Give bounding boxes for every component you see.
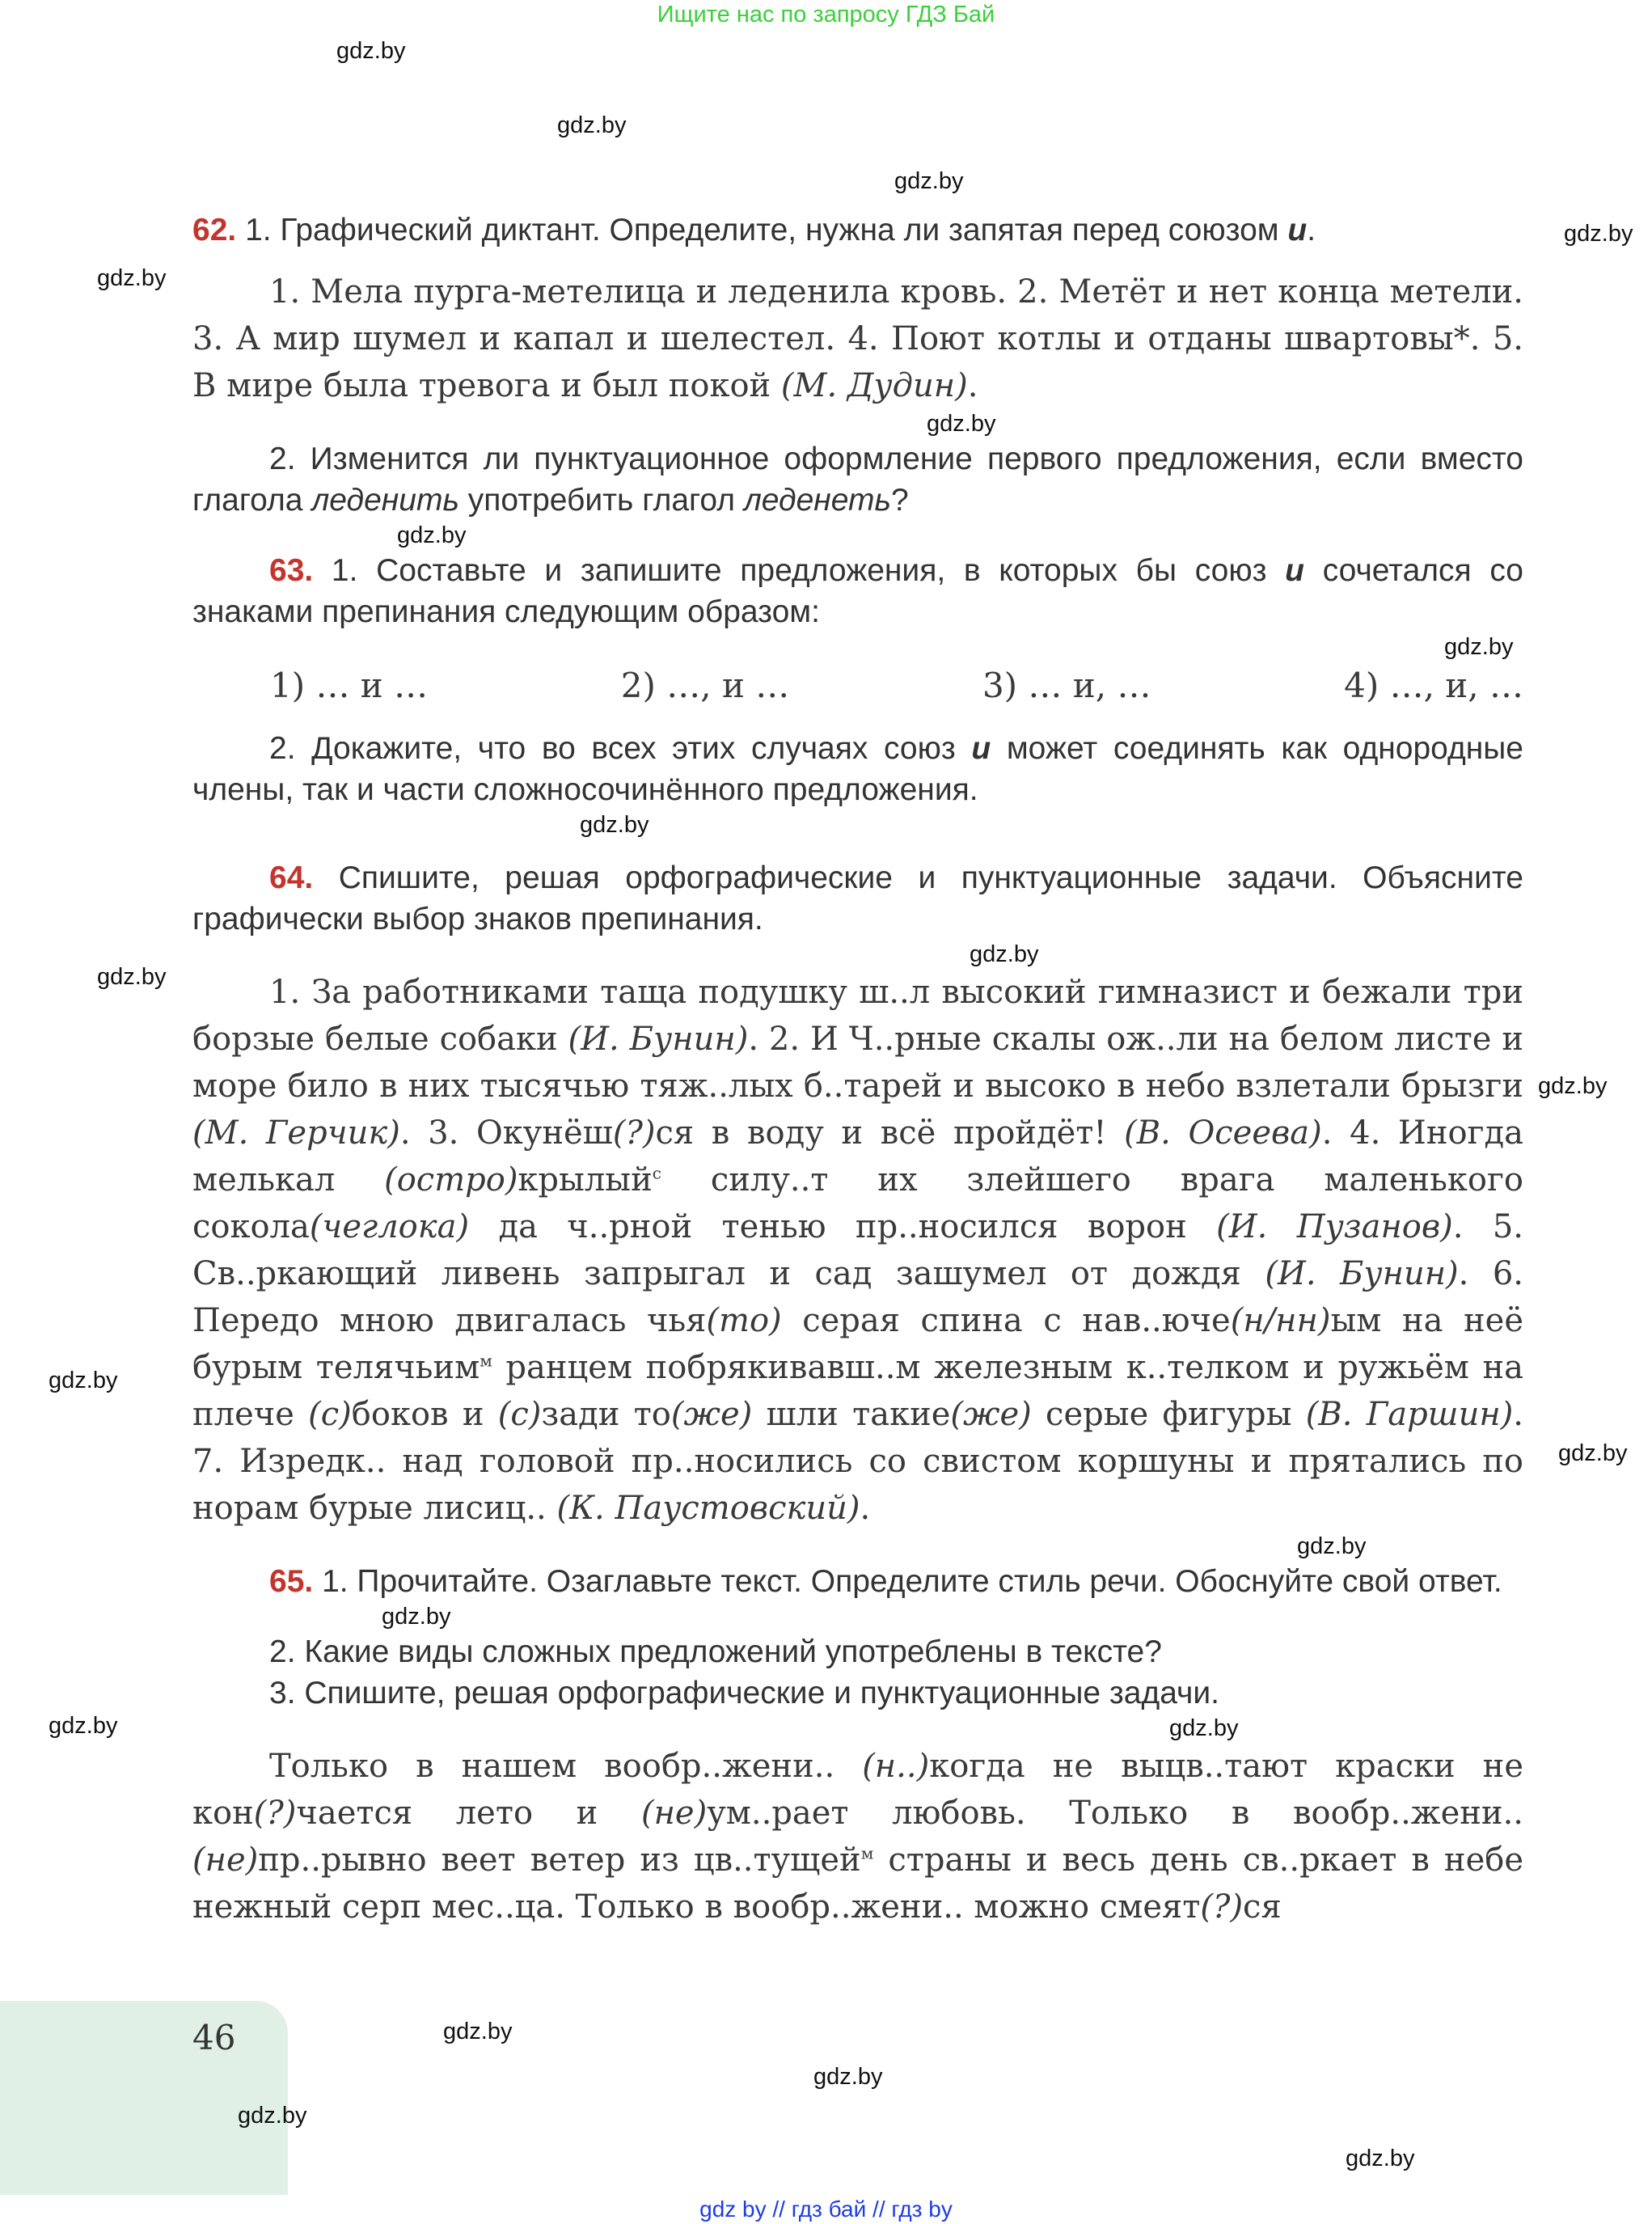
ex63-options <box>270 662 1523 710</box>
text-segment: 1. Мела пурга-метелица и леденила кровь. 2. Метёт и нет конца метели. 3. А мир шумел и капал и шелестел. 4. Поют котлы и отданы швартовы*. 5. В мире была тревога и был покой <box>192 273 1523 404</box>
text-segment: 3. Спишите, решая орфографические и пунктуационные задачи. <box>269 1676 1219 1710</box>
watermark-text: gdz.by <box>927 411 996 437</box>
text-segment: . 3. Окунёш <box>399 1114 613 1152</box>
text-segment: да ч..рной тенью пр..носился ворон <box>469 1208 1217 1245</box>
ex65-task1 <box>192 1561 1523 1602</box>
text-segment: (И. Пузанов) <box>1216 1208 1453 1245</box>
text-segment: и <box>1287 213 1308 247</box>
text-segment: употребить глагол <box>458 483 744 518</box>
watermark-text: gdz.by <box>1297 1533 1367 1559</box>
text-segment: . <box>860 1490 871 1527</box>
text-segment: (чеглока) <box>309 1208 470 1245</box>
watermark-text: gdz.by <box>49 1368 118 1393</box>
watermark-text: gdz.by <box>49 1713 118 1739</box>
option-2: 2) …, и … <box>620 666 790 705</box>
text-segment: страны и весь день св..ркает в небе нежный серп мес..ца. Только в вообр..жени.. можно смеят <box>192 1841 1524 1926</box>
ex65-task2 <box>192 1631 1523 1672</box>
watermark-text: gdz.by <box>97 964 167 990</box>
footer-links: gdz by // гдз бай // гдз by <box>699 2197 953 2222</box>
text-segment: (не) <box>192 1841 259 1879</box>
watermark-text: gdz.by <box>238 2103 307 2129</box>
text-segment: . <box>1307 213 1316 247</box>
watermark-text: gdz.by <box>1444 634 1514 660</box>
text-segment: ум..рает любовь. Только в вообр..жени.. <box>707 1795 1524 1832</box>
watermark-text: gdz.by <box>970 941 1039 967</box>
watermark-row <box>192 810 1523 839</box>
text-segment: . <box>967 367 978 404</box>
text-segment: (?) <box>1200 1888 1244 1926</box>
text-segment: сочетался со знаками препинания следующим образом: <box>192 553 1523 629</box>
watermark-text: gdz.by <box>97 265 167 291</box>
text-segment: . 7. Изредк.. над головой пр..носились со свистом коршуны и прятались по норам бурые лисиц.. <box>192 1396 1524 1527</box>
ex64-task <box>192 857 1523 940</box>
ex63-task1 <box>192 550 1523 632</box>
text-segment: (то) <box>706 1302 782 1339</box>
text-segment: Спишите, решая орфографические и пунктуационные задачи. Объясните графически выбор знаков препинания. <box>192 860 1523 937</box>
text-segment: 1. Прочитайте. Озаглавьте текст. Определите стиль речи. Обоснуйте свой ответ. <box>322 1564 1502 1599</box>
watermark-row <box>192 409 1523 438</box>
search-banner: Ищите нас по запросу ГДЗ Бай <box>657 2 995 27</box>
text-segment: леденеть <box>743 483 892 518</box>
ex65-task3 <box>192 1672 1523 1714</box>
text-segment: (И. Бунин) <box>1265 1255 1459 1292</box>
text-segment: 2. Докажите, что во всех этих случаях союз <box>269 731 972 766</box>
text-segment: (В. Осеева) <box>1124 1114 1322 1152</box>
text-segment: силу..т их злейшего врага маленького сокола <box>192 1161 1523 1245</box>
text-segment: 1. За работниками таща подушку ш..л высокий гимназист и бежали три борзые белые собаки <box>192 974 1523 1058</box>
watermark-row <box>192 940 1523 969</box>
watermark-row <box>192 632 1523 662</box>
text-segment: и <box>1285 553 1304 588</box>
exercise-number: 63. <box>269 553 332 588</box>
watermark-row <box>192 1532 1523 1561</box>
text-segment: с <box>652 1163 661 1183</box>
text-segment: . 2. И Ч..рные скалы ож..ли на белом листе и море било в них тысячью тяж..лых б..тарей и высоко в небо взлетали брызги <box>192 1021 1523 1105</box>
text-segment: 1. Графический диктант. Определите, нужна ли запятая перед союзом <box>245 213 1288 247</box>
watermark-row <box>192 1714 1523 1743</box>
text-segment: ? <box>891 483 909 518</box>
text-segment: . 5. Св..ркающий ливень запрыгал и сад зашумел от дождя <box>192 1208 1523 1292</box>
text-segment: ся <box>1243 1888 1282 1926</box>
text-segment: . 4. Иногда мелькал <box>192 1114 1523 1199</box>
watermark-text: gdz.by <box>1558 1440 1628 1466</box>
option-4: 4) …, и, … <box>1344 666 1523 705</box>
ex65-text <box>192 1743 1523 1930</box>
text-segment: ым на неё бурым телячьим <box>192 1302 1524 1386</box>
text-segment: может соединять как однородные члены, так и части сложносочинённого предложения. <box>192 731 1523 807</box>
text-segment: пр..рывно веет ветер из цв..тущей <box>258 1841 861 1879</box>
watermark-text: gdz.by <box>1564 221 1633 247</box>
text-segment: (н..) <box>862 1748 930 1785</box>
exercise-number: 62. <box>192 213 246 247</box>
text-segment: 1. Составьте и запишите предложения, в которых бы союз <box>331 553 1286 588</box>
ex62-task1 <box>192 209 1523 251</box>
text-segment: (К. Паустовский) <box>556 1490 860 1527</box>
watermark-text: gdz.by <box>1538 1073 1608 1099</box>
text-segment: 2. Какие виды сложных предложений употреблены в тексте? <box>269 1634 1162 1669</box>
text-segment: (?) <box>612 1114 656 1152</box>
text-segment: ранцем побрякивавш..м железным к..телком и ружьём на плече <box>192 1349 1524 1433</box>
text-segment: (же) <box>950 1396 1032 1433</box>
page-content <box>192 209 1523 1930</box>
text-segment: (же) <box>670 1396 753 1433</box>
text-segment: и <box>971 731 991 766</box>
watermark-text: gdz.by <box>894 168 964 194</box>
ex64-text <box>192 969 1523 1532</box>
text-segment: 2. Изменится ли пунктуационное оформление первого предложения, если вместо глагола <box>192 442 1523 518</box>
text-segment: м <box>860 1843 874 1863</box>
watermark-text: gdz.by <box>1346 2146 1415 2171</box>
ex62-task2 <box>192 438 1523 521</box>
watermark-text: gdz.by <box>580 812 649 838</box>
text-segment: леденить <box>311 483 459 518</box>
text-segment: (с) <box>497 1396 542 1433</box>
watermark-text: gdz.by <box>813 2064 883 2090</box>
watermark-row <box>192 1602 1523 1631</box>
text-segment: серая спина с нав..юче <box>781 1302 1231 1339</box>
text-segment: (М. Дудин) <box>780 367 968 404</box>
text-segment: боков и <box>351 1396 498 1433</box>
text-segment: ся в воду и всё пройдёт! <box>655 1114 1125 1152</box>
watermark-text: gdz.by <box>1169 1715 1239 1741</box>
text-segment: (остро) <box>384 1161 518 1199</box>
option-1: 1) … и … <box>270 666 429 705</box>
text-segment: крылый <box>518 1161 653 1199</box>
watermark-text: gdz.by <box>557 112 627 138</box>
watermark-text: gdz.by <box>336 38 406 64</box>
ex62-text <box>192 268 1523 409</box>
option-3: 3) … и, … <box>982 666 1151 705</box>
watermark-row <box>192 521 1523 550</box>
page-number: 46 <box>192 2018 236 2057</box>
exercise-number: 65. <box>269 1564 323 1599</box>
exercise-number: 64. <box>269 860 339 895</box>
text-segment: (И. Бунин) <box>568 1021 749 1058</box>
text-segment: (с) <box>308 1396 352 1433</box>
watermark-text: gdz.by <box>397 522 467 548</box>
text-segment: шли такие <box>752 1396 951 1433</box>
text-segment: Только в нашем вообр..жени.. <box>269 1748 863 1785</box>
text-segment: серые фигуры <box>1031 1396 1306 1433</box>
text-segment: зади то <box>541 1396 671 1433</box>
text-segment: чается лето и <box>296 1795 641 1832</box>
text-segment: когда не выцв..тают краски не кон <box>192 1748 1523 1832</box>
page-corner-decoration <box>0 2001 288 2195</box>
text-segment: м <box>480 1351 492 1371</box>
text-segment: (?) <box>253 1795 297 1832</box>
text-segment: (не) <box>640 1795 708 1832</box>
watermark-text: gdz.by <box>443 2019 513 2044</box>
watermark-text: gdz.by <box>382 1604 451 1630</box>
text-segment: (В. Гаршин) <box>1305 1396 1514 1433</box>
text-segment: (М. Герчик) <box>192 1114 400 1152</box>
text-segment: (н/нн) <box>1230 1302 1331 1339</box>
text-segment: . 6. Передо мною двигалась чья <box>192 1255 1524 1339</box>
ex63-task2 <box>192 728 1523 810</box>
